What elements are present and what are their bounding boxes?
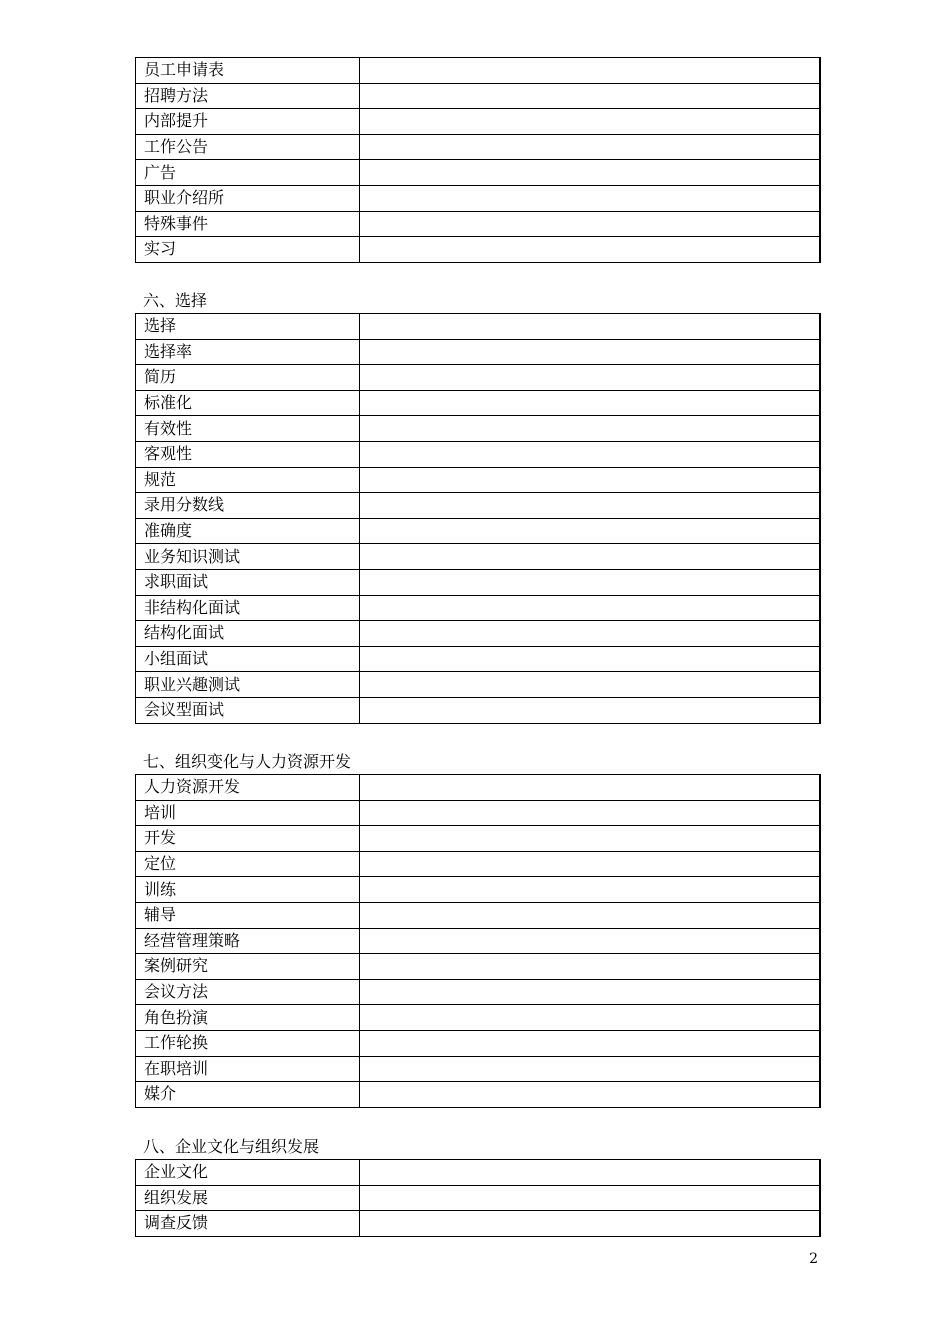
table-row [136, 365, 821, 391]
term-cell: 录用分数线 [136, 493, 360, 519]
table-row [136, 441, 821, 467]
term-cell: 工作轮换 [136, 1030, 360, 1056]
table-row [136, 493, 821, 519]
table-row [136, 185, 821, 211]
table-row [136, 1211, 821, 1237]
term-cell: 组织发展 [136, 1185, 360, 1211]
term-cell: 定位 [136, 851, 360, 877]
definition-cell[interactable] [360, 1005, 821, 1031]
term-cell: 非结构化面试 [136, 595, 360, 621]
definition-cell[interactable] [360, 1030, 821, 1056]
table-row [136, 851, 821, 877]
table-row [136, 928, 821, 954]
page-number: 2 [809, 1251, 818, 1267]
table-row [136, 1082, 821, 1108]
definition-cell[interactable] [360, 339, 821, 365]
definition-cell[interactable] [360, 160, 821, 186]
term-cell: 训练 [136, 877, 360, 903]
term-cell: 会议方法 [136, 979, 360, 1005]
definition-cell[interactable] [360, 493, 821, 519]
term-cell: 广告 [136, 160, 360, 186]
table-row [136, 390, 821, 416]
definition-cell[interactable] [360, 314, 821, 340]
term-cell: 工作公告 [136, 134, 360, 160]
term-table-block-1 [135, 57, 821, 263]
table-row [136, 979, 821, 1005]
term-table [135, 313, 821, 724]
definition-cell[interactable] [360, 109, 821, 135]
definition-cell[interactable] [360, 134, 821, 160]
definition-cell[interactable] [360, 877, 821, 903]
table-row [136, 1160, 821, 1186]
term-cell: 求职面试 [136, 569, 360, 595]
table-row [136, 646, 821, 672]
definition-cell[interactable] [360, 595, 821, 621]
term-cell: 辅导 [136, 902, 360, 928]
definition-cell[interactable] [360, 775, 821, 801]
table-row [136, 902, 821, 928]
table-row [136, 1030, 821, 1056]
term-table [135, 774, 821, 1108]
term-cell: 会议型面试 [136, 697, 360, 723]
definition-cell[interactable] [360, 928, 821, 954]
term-cell: 结构化面试 [136, 621, 360, 647]
definition-cell[interactable] [360, 621, 821, 647]
term-cell: 调查反馈 [136, 1211, 360, 1237]
table-row [136, 595, 821, 621]
term-cell: 实习 [136, 237, 360, 263]
definition-cell[interactable] [360, 1160, 821, 1186]
term-cell: 角色扮演 [136, 1005, 360, 1031]
term-cell: 选择 [136, 314, 360, 340]
term-cell: 招聘方法 [136, 83, 360, 109]
table-row [136, 954, 821, 980]
term-cell: 职业兴趣测试 [136, 672, 360, 698]
table-row [136, 467, 821, 493]
table-row [136, 826, 821, 852]
table-row [136, 672, 821, 698]
definition-cell[interactable] [360, 365, 821, 391]
definition-cell[interactable] [360, 83, 821, 109]
table-row [136, 775, 821, 801]
definition-cell[interactable] [360, 58, 821, 84]
table-row [136, 569, 821, 595]
table-row [136, 1185, 821, 1211]
term-cell: 规范 [136, 467, 360, 493]
definition-cell[interactable] [360, 237, 821, 263]
definition-cell[interactable] [360, 954, 821, 980]
term-table-block-4 [135, 1159, 821, 1237]
term-cell: 标准化 [136, 390, 360, 416]
definition-cell[interactable] [360, 1056, 821, 1082]
table-row [136, 339, 821, 365]
term-cell: 职业介绍所 [136, 185, 360, 211]
definition-cell[interactable] [360, 826, 821, 852]
term-table [135, 1159, 821, 1237]
term-cell: 内部提升 [136, 109, 360, 135]
table-row [136, 800, 821, 826]
term-table-block-3 [135, 774, 821, 1108]
term-table [135, 57, 821, 263]
definition-cell[interactable] [360, 646, 821, 672]
table-row [136, 211, 821, 237]
table-row [136, 83, 821, 109]
table-row [136, 1056, 821, 1082]
table-row [136, 877, 821, 903]
definition-cell[interactable] [360, 211, 821, 237]
term-cell: 人力资源开发 [136, 775, 360, 801]
term-cell: 企业文化 [136, 1160, 360, 1186]
term-cell: 简历 [136, 365, 360, 391]
definition-cell[interactable] [360, 569, 821, 595]
section-heading: 八、企业文化与组织发展 [143, 1137, 320, 1156]
table-row [136, 416, 821, 442]
table-row [136, 518, 821, 544]
table-row [136, 109, 821, 135]
term-cell: 培训 [136, 800, 360, 826]
term-cell: 客观性 [136, 441, 360, 467]
table-row [136, 160, 821, 186]
definition-cell[interactable] [360, 185, 821, 211]
definition-cell[interactable] [360, 390, 821, 416]
definition-cell[interactable] [360, 544, 821, 570]
term-cell: 员工申请表 [136, 58, 360, 84]
term-cell: 开发 [136, 826, 360, 852]
term-cell: 有效性 [136, 416, 360, 442]
term-cell: 业务知识测试 [136, 544, 360, 570]
term-cell: 准确度 [136, 518, 360, 544]
term-cell: 选择率 [136, 339, 360, 365]
definition-cell[interactable] [360, 416, 821, 442]
term-cell: 小组面试 [136, 646, 360, 672]
section-heading: 六、选择 [143, 291, 208, 310]
section-heading: 七、组织变化与人力资源开发 [143, 752, 352, 771]
definition-cell[interactable] [360, 1185, 821, 1211]
definition-cell[interactable] [360, 672, 821, 698]
definition-cell[interactable] [360, 1211, 821, 1237]
term-cell: 案例研究 [136, 954, 360, 980]
definition-cell[interactable] [360, 851, 821, 877]
term-cell: 在职培训 [136, 1056, 360, 1082]
table-row [136, 544, 821, 570]
definition-cell[interactable] [360, 518, 821, 544]
term-cell: 经营管理策略 [136, 928, 360, 954]
definition-cell[interactable] [360, 979, 821, 1005]
table-row [136, 621, 821, 647]
definition-cell[interactable] [360, 441, 821, 467]
table-row [136, 314, 821, 340]
table-row [136, 58, 821, 84]
definition-cell[interactable] [360, 1082, 821, 1108]
table-row [136, 697, 821, 723]
term-cell: 特殊事件 [136, 211, 360, 237]
table-row [136, 134, 821, 160]
table-row [136, 237, 821, 263]
definition-cell[interactable] [360, 902, 821, 928]
definition-cell[interactable] [360, 467, 821, 493]
table-row [136, 1005, 821, 1031]
term-cell: 媒介 [136, 1082, 360, 1108]
definition-cell[interactable] [360, 800, 821, 826]
term-table-block-2 [135, 313, 821, 724]
definition-cell[interactable] [360, 697, 821, 723]
